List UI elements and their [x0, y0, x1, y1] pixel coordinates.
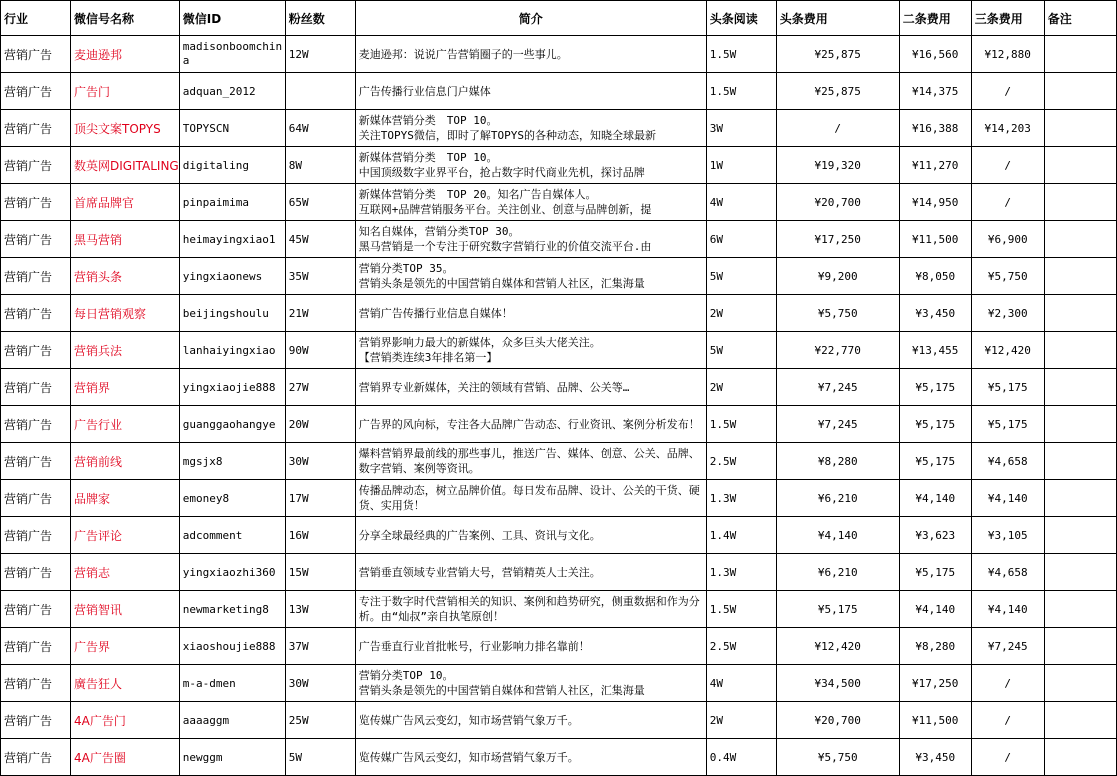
account-name-cell[interactable]: 品牌家 [71, 480, 180, 517]
header-third-fee[interactable]: 三条费用 [971, 1, 1044, 36]
second-fee-cell[interactable]: ¥14,375 [899, 73, 971, 110]
fans-cell[interactable]: 21W [285, 295, 355, 332]
description-cell[interactable] [355, 443, 706, 480]
wechat-id-cell[interactable]: guanggaohangye [179, 406, 285, 443]
second-fee-cell[interactable]: ¥4,140 [899, 591, 971, 628]
description-text: 爆料营销界最前线的那些事儿，推送广告、媒体、创意、公关、品牌、数字营销、案例等资讯。 [358, 447, 700, 475]
third-fee-cell[interactable]: ¥5,175 [971, 369, 1044, 406]
notes-cell[interactable] [1044, 147, 1116, 184]
notes-cell[interactable] [1044, 628, 1116, 665]
third-fee-cell[interactable]: ¥14,203 [971, 110, 1044, 147]
account-name-cell[interactable]: 营销前线 [71, 443, 180, 480]
third-fee-cell[interactable]: ¥5,175 [971, 406, 1044, 443]
second-fee-cell[interactable]: ¥8,050 [899, 258, 971, 295]
description-cell[interactable] [355, 221, 706, 258]
wechat-id-cell[interactable]: yingxiaonews [179, 258, 285, 295]
headline-fee-cell[interactable]: ¥25,875 [776, 36, 899, 73]
notes-cell[interactable] [1044, 73, 1116, 110]
table-row [1, 443, 1117, 480]
table-row [1, 295, 1117, 332]
header-industry[interactable]: 行业 [1, 1, 71, 36]
description-text: 营销分类TOP 10。 营销头条是领先的中国营销自媒体和营销人社区，汇集海量 [358, 669, 645, 697]
wechat-id-cell[interactable]: adquan_2012 [179, 73, 285, 110]
description-cell[interactable] [355, 591, 706, 628]
headline-reads-cell[interactable]: 2.5W [706, 443, 776, 480]
wechat-id-cell[interactable]: yingxiaojie888 [179, 369, 285, 406]
description-text: 新媒体营销分类 TOP 10。 中国顶级数字业界平台，抢占数字时代商业先机，探讨品牌 [358, 151, 645, 179]
third-fee-cell[interactable]: / [971, 739, 1044, 776]
description-text: 营销广告传播行业信息自媒体！ [358, 306, 513, 320]
headline-reads-cell[interactable]: 2W [706, 369, 776, 406]
industry-cell[interactable]: 营销广告 [1, 665, 71, 702]
notes-cell[interactable] [1044, 184, 1116, 221]
headline-reads-cell[interactable]: 4W [706, 665, 776, 702]
fans-cell[interactable]: 45W [285, 221, 355, 258]
notes-cell[interactable] [1044, 517, 1116, 554]
headline-fee-cell[interactable]: ¥22,770 [776, 332, 899, 369]
description-cell[interactable] [355, 369, 706, 406]
headline-fee-cell[interactable]: ¥5,175 [776, 591, 899, 628]
description-cell[interactable] [355, 554, 706, 591]
headline-reads-cell[interactable]: 3W [706, 110, 776, 147]
account-name-cell[interactable]: 4A广告门 [71, 702, 180, 739]
description-text: 览传媒广告风云变幻，知市场营销气象万千。 [358, 750, 579, 764]
description-cell[interactable] [355, 258, 706, 295]
fans-cell[interactable]: 25W [285, 702, 355, 739]
description-cell[interactable] [355, 110, 706, 147]
account-name-cell[interactable]: 营销界 [71, 369, 180, 406]
fans-cell[interactable]: 30W [285, 665, 355, 702]
wechat-id-cell[interactable]: yingxiaozhi360 [179, 554, 285, 591]
third-fee-cell[interactable]: ¥4,140 [971, 591, 1044, 628]
fans-cell[interactable]: 90W [285, 332, 355, 369]
second-fee-cell[interactable]: ¥5,175 [899, 406, 971, 443]
third-fee-cell[interactable]: ¥7,245 [971, 628, 1044, 665]
third-fee-cell[interactable]: ¥12,420 [971, 332, 1044, 369]
table-row [1, 184, 1117, 221]
headline-reads-cell[interactable]: 5W [706, 332, 776, 369]
headline-reads-cell[interactable]: 1.5W [706, 591, 776, 628]
industry-cell[interactable]: 营销广告 [1, 369, 71, 406]
notes-cell[interactable] [1044, 406, 1116, 443]
fans-cell[interactable]: 65W [285, 184, 355, 221]
headline-fee-cell[interactable]: / [776, 110, 899, 147]
headline-fee-cell[interactable]: ¥20,700 [776, 184, 899, 221]
description-text: 营销界专业新媒体，关注的领域有营销、品牌、公关等… [358, 380, 630, 394]
industry-cell[interactable]: 营销广告 [1, 147, 71, 184]
description-text: 广告传播行业信息门户媒体 [358, 84, 491, 98]
headline-reads-cell[interactable]: 0.4W [706, 739, 776, 776]
industry-cell[interactable]: 营销广告 [1, 258, 71, 295]
third-fee-cell[interactable]: / [971, 147, 1044, 184]
account-name-cell[interactable]: 首席品牌官 [71, 184, 180, 221]
wechat-id-cell[interactable]: heimayingxiao1 [179, 221, 285, 258]
wechat-id-cell[interactable]: aaaaggm [179, 702, 285, 739]
third-fee-cell[interactable]: ¥3,105 [971, 517, 1044, 554]
table-row [1, 665, 1117, 702]
table-row [1, 36, 1117, 73]
notes-cell[interactable] [1044, 591, 1116, 628]
description-text: 新媒体营销分类 TOP 20。知名广告自媒体人。 互联网+品牌营销服务平台。关注创业、创意与品牌创新，提 [358, 188, 652, 216]
notes-cell[interactable] [1044, 480, 1116, 517]
description-cell[interactable] [355, 295, 706, 332]
header-wechat-id[interactable]: 微信ID [179, 1, 285, 36]
fans-cell[interactable]: 13W [285, 591, 355, 628]
notes-cell[interactable] [1044, 443, 1116, 480]
header-description[interactable]: 简介 [355, 1, 706, 36]
fans-cell[interactable]: 12W [285, 36, 355, 73]
fans-cell[interactable]: 5W [285, 739, 355, 776]
fans-cell[interactable]: 15W [285, 554, 355, 591]
header-headline-fee[interactable]: 头条费用 [776, 1, 899, 36]
headline-fee-cell[interactable]: ¥25,875 [776, 73, 899, 110]
account-name-cell[interactable]: 广告门 [71, 73, 180, 110]
headline-reads-cell[interactable]: 5W [706, 258, 776, 295]
third-fee-cell[interactable]: ¥5,750 [971, 258, 1044, 295]
second-fee-cell[interactable]: ¥4,140 [899, 480, 971, 517]
table-row [1, 332, 1117, 369]
account-name-cell[interactable]: 广告评论 [71, 517, 180, 554]
fans-cell[interactable]: 16W [285, 517, 355, 554]
industry-cell[interactable]: 营销广告 [1, 517, 71, 554]
wechat-id-cell[interactable]: xiaoshoujie888 [179, 628, 285, 665]
wechat-id-cell[interactable]: newggm [179, 739, 285, 776]
description-text: 分享全球最经典的广告案例、工具、资讯与文化。 [358, 528, 601, 542]
notes-cell[interactable] [1044, 369, 1116, 406]
notes-cell[interactable] [1044, 258, 1116, 295]
table-row [1, 369, 1117, 406]
headline-reads-cell[interactable]: 2W [706, 295, 776, 332]
wechat-id-cell[interactable]: beijingshoulu [179, 295, 285, 332]
fans-cell[interactable]: 30W [285, 443, 355, 480]
notes-cell[interactable] [1044, 110, 1116, 147]
description-cell[interactable] [355, 517, 706, 554]
third-fee-cell[interactable]: / [971, 184, 1044, 221]
table-row [1, 739, 1117, 776]
second-fee-cell[interactable]: ¥11,500 [899, 702, 971, 739]
headline-reads-cell[interactable]: 2W [706, 702, 776, 739]
description-cell[interactable] [355, 73, 706, 110]
headline-reads-cell[interactable]: 1.4W [706, 517, 776, 554]
description-cell[interactable] [355, 665, 706, 702]
industry-cell[interactable]: 营销广告 [1, 295, 71, 332]
description-text: 传播品牌动态，树立品牌价值。每日发布品牌、设计、公关的干货、硬货、实用货！ [358, 484, 700, 512]
headline-fee-cell[interactable]: ¥4,140 [776, 517, 899, 554]
third-fee-cell[interactable]: / [971, 665, 1044, 702]
wechat-id-cell[interactable]: madisonboomchina [179, 36, 285, 73]
third-fee-cell[interactable]: ¥4,140 [971, 480, 1044, 517]
account-name-cell[interactable]: 广告界 [71, 628, 180, 665]
table-row [1, 147, 1117, 184]
fans-cell[interactable]: 35W [285, 258, 355, 295]
third-fee-cell[interactable]: / [971, 702, 1044, 739]
industry-cell[interactable]: 营销广告 [1, 443, 71, 480]
industry-cell[interactable]: 营销广告 [1, 332, 71, 369]
headline-reads-cell[interactable]: 4W [706, 184, 776, 221]
fans-cell[interactable]: 27W [285, 369, 355, 406]
industry-cell[interactable]: 营销广告 [1, 480, 71, 517]
fans-cell[interactable]: 20W [285, 406, 355, 443]
headline-reads-cell[interactable]: 1.3W [706, 480, 776, 517]
fans-cell[interactable]: 17W [285, 480, 355, 517]
headline-reads-cell[interactable]: 1.5W [706, 36, 776, 73]
description-text: 营销分类TOP 35。 营销头条是领先的中国营销自媒体和营销人社区，汇集海量 [358, 262, 645, 290]
fans-cell[interactable]: 64W [285, 110, 355, 147]
third-fee-cell[interactable]: / [971, 73, 1044, 110]
industry-cell[interactable]: 营销广告 [1, 591, 71, 628]
industry-cell[interactable]: 营销广告 [1, 702, 71, 739]
account-name-cell[interactable]: 廣告狂人 [71, 665, 180, 702]
account-name-cell[interactable]: 数英网DIGITALING [71, 147, 180, 184]
notes-cell[interactable] [1044, 295, 1116, 332]
headline-reads-cell[interactable]: 1.5W [706, 406, 776, 443]
table-row [1, 480, 1117, 517]
second-fee-cell[interactable]: ¥16,560 [899, 36, 971, 73]
account-name-cell[interactable]: 营销头条 [71, 258, 180, 295]
description-text: 麦迪逊邦：说说广告营销圈子的一些事儿。 [358, 47, 568, 61]
notes-cell[interactable] [1044, 36, 1116, 73]
header-row [1, 1, 1117, 36]
industry-cell[interactable]: 营销广告 [1, 184, 71, 221]
header-second-fee[interactable]: 二条费用 [899, 1, 971, 36]
table-row [1, 110, 1117, 147]
second-fee-cell[interactable]: ¥11,270 [899, 147, 971, 184]
headline-fee-cell[interactable]: ¥9,200 [776, 258, 899, 295]
account-name-cell[interactable]: 每日营销观察 [71, 295, 180, 332]
wechat-id-cell[interactable]: m-a-dmen [179, 665, 285, 702]
second-fee-cell[interactable]: ¥5,175 [899, 443, 971, 480]
description-cell[interactable] [355, 702, 706, 739]
headline-fee-cell[interactable]: ¥19,320 [776, 147, 899, 184]
industry-cell[interactable]: 营销广告 [1, 36, 71, 73]
header-fans[interactable]: 粉丝数 [285, 1, 355, 36]
description-text: 营销界影响力最大的新媒体，众多巨头大佬关注。 【营销类连续3年排名第一】 [358, 336, 601, 364]
description-cell[interactable] [355, 36, 706, 73]
wechat-id-cell[interactable]: digitaling [179, 147, 285, 184]
description-cell[interactable] [355, 332, 706, 369]
description-text: 广告界的风向标，专注各大品牌广告动态、行业资讯、案例分析发布！ [358, 417, 700, 431]
wechat-id-cell[interactable]: mgsjx8 [179, 443, 285, 480]
second-fee-cell[interactable]: ¥8,280 [899, 628, 971, 665]
table-row [1, 702, 1117, 739]
header-account-name[interactable]: 微信号名称 [71, 1, 180, 36]
fans-cell[interactable]: 8W [285, 147, 355, 184]
headline-fee-cell[interactable]: ¥12,420 [776, 628, 899, 665]
industry-cell[interactable]: 营销广告 [1, 739, 71, 776]
headline-fee-cell[interactable]: ¥34,500 [776, 665, 899, 702]
headline-fee-cell[interactable]: ¥6,210 [776, 554, 899, 591]
industry-cell[interactable]: 营销广告 [1, 73, 71, 110]
account-name-cell[interactable]: 营销兵法 [71, 332, 180, 369]
second-fee-cell[interactable]: ¥16,388 [899, 110, 971, 147]
account-name-cell[interactable]: 黑马营销 [71, 221, 180, 258]
fans-cell[interactable]: 37W [285, 628, 355, 665]
description-text: 营销垂直领域专业营销大号，营销精英人士关注。 [358, 565, 601, 579]
headline-fee-cell[interactable]: ¥20,700 [776, 702, 899, 739]
description-cell[interactable] [355, 480, 706, 517]
second-fee-cell[interactable]: ¥13,455 [899, 332, 971, 369]
second-fee-cell[interactable]: ¥14,950 [899, 184, 971, 221]
wechat-id-cell[interactable]: lanhaiyingxiao [179, 332, 285, 369]
description-cell[interactable] [355, 739, 706, 776]
third-fee-cell[interactable]: ¥6,900 [971, 221, 1044, 258]
description-text: 专注于数字时代营销相关的知识、案例和趋势研究，侧重数据和作为分析。由“灿叔”亲自执笔原创！ [358, 595, 700, 623]
table-row [1, 591, 1117, 628]
second-fee-cell[interactable]: ¥3,450 [899, 295, 971, 332]
account-name-cell[interactable]: 广告行业 [71, 406, 180, 443]
notes-cell[interactable] [1044, 332, 1116, 369]
table-row [1, 628, 1117, 665]
wechat-id-cell[interactable]: pinpaimima [179, 184, 285, 221]
third-fee-cell[interactable]: ¥12,880 [971, 36, 1044, 73]
description-cell[interactable] [355, 184, 706, 221]
account-name-cell[interactable]: 顶尖文案TOPYS [71, 110, 180, 147]
headline-fee-cell[interactable]: ¥6,210 [776, 480, 899, 517]
notes-cell[interactable] [1044, 221, 1116, 258]
headline-fee-cell[interactable]: ¥17,250 [776, 221, 899, 258]
wechat-id-cell[interactable]: newmarketing8 [179, 591, 285, 628]
description-text: 知名自媒体，营销分类TOP 30。 黑马营销是一个专注于研究数字营销行业的价值交流平台.由 [358, 225, 652, 253]
description-text: 新媒体营销分类 TOP 10。 关注TOPYS微信，即时了解TOPYS的各种动态，知晓全球最新 [358, 114, 656, 142]
notes-cell[interactable] [1044, 554, 1116, 591]
header-notes[interactable]: 备注 [1044, 1, 1116, 36]
header-headline-reads[interactable]: 头条阅读 [706, 1, 776, 36]
headline-reads-cell[interactable]: 1.3W [706, 554, 776, 591]
third-fee-cell[interactable]: ¥4,658 [971, 554, 1044, 591]
table-row [1, 258, 1117, 295]
second-fee-cell[interactable]: ¥11,500 [899, 221, 971, 258]
table-row [1, 221, 1117, 258]
description-cell[interactable] [355, 628, 706, 665]
industry-cell[interactable]: 营销广告 [1, 628, 71, 665]
second-fee-cell[interactable]: ¥3,450 [899, 739, 971, 776]
description-text: 广告垂直行业首批帐号，行业影响力排名靠前！ [358, 639, 590, 653]
description-text: 览传媒广告风云变幻，知市场营销气象万千。 [358, 713, 579, 727]
notes-cell[interactable] [1044, 702, 1116, 739]
second-fee-cell[interactable]: ¥5,175 [899, 369, 971, 406]
headline-fee-cell[interactable]: ¥8,280 [776, 443, 899, 480]
wechat-id-cell[interactable]: emoney8 [179, 480, 285, 517]
second-fee-cell[interactable]: ¥5,175 [899, 554, 971, 591]
table-row [1, 554, 1117, 591]
headline-reads-cell[interactable]: 2.5W [706, 628, 776, 665]
headline-reads-cell[interactable]: 1.5W [706, 73, 776, 110]
account-name-cell[interactable]: 4A广告圈 [71, 739, 180, 776]
headline-reads-cell[interactable]: 1W [706, 147, 776, 184]
notes-cell[interactable] [1044, 665, 1116, 702]
notes-cell[interactable] [1044, 739, 1116, 776]
headline-fee-cell[interactable]: ¥7,245 [776, 406, 899, 443]
account-name-cell[interactable]: 麦迪逊邦 [71, 36, 180, 73]
account-name-cell[interactable]: 营销志 [71, 554, 180, 591]
headline-reads-cell[interactable]: 6W [706, 221, 776, 258]
table-row [1, 406, 1117, 443]
industry-cell[interactable]: 营销广告 [1, 221, 71, 258]
headline-fee-cell[interactable]: ¥5,750 [776, 295, 899, 332]
description-cell[interactable] [355, 406, 706, 443]
wechat-id-cell[interactable]: adcomment [179, 517, 285, 554]
industry-cell[interactable]: 营销广告 [1, 554, 71, 591]
second-fee-cell[interactable]: ¥17,250 [899, 665, 971, 702]
wechat-id-cell[interactable]: TOPYSCN [179, 110, 285, 147]
table-row [1, 517, 1117, 554]
table-row [1, 73, 1117, 110]
industry-cell[interactable]: 营销广告 [1, 406, 71, 443]
third-fee-cell[interactable]: ¥4,658 [971, 443, 1044, 480]
account-name-cell[interactable]: 营销智讯 [71, 591, 180, 628]
industry-cell[interactable]: 营销广告 [1, 110, 71, 147]
fans-cell[interactable] [285, 73, 355, 110]
headline-fee-cell[interactable]: ¥7,245 [776, 369, 899, 406]
description-cell[interactable] [355, 147, 706, 184]
second-fee-cell[interactable]: ¥3,623 [899, 517, 971, 554]
third-fee-cell[interactable]: ¥2,300 [971, 295, 1044, 332]
headline-fee-cell[interactable]: ¥5,750 [776, 739, 899, 776]
